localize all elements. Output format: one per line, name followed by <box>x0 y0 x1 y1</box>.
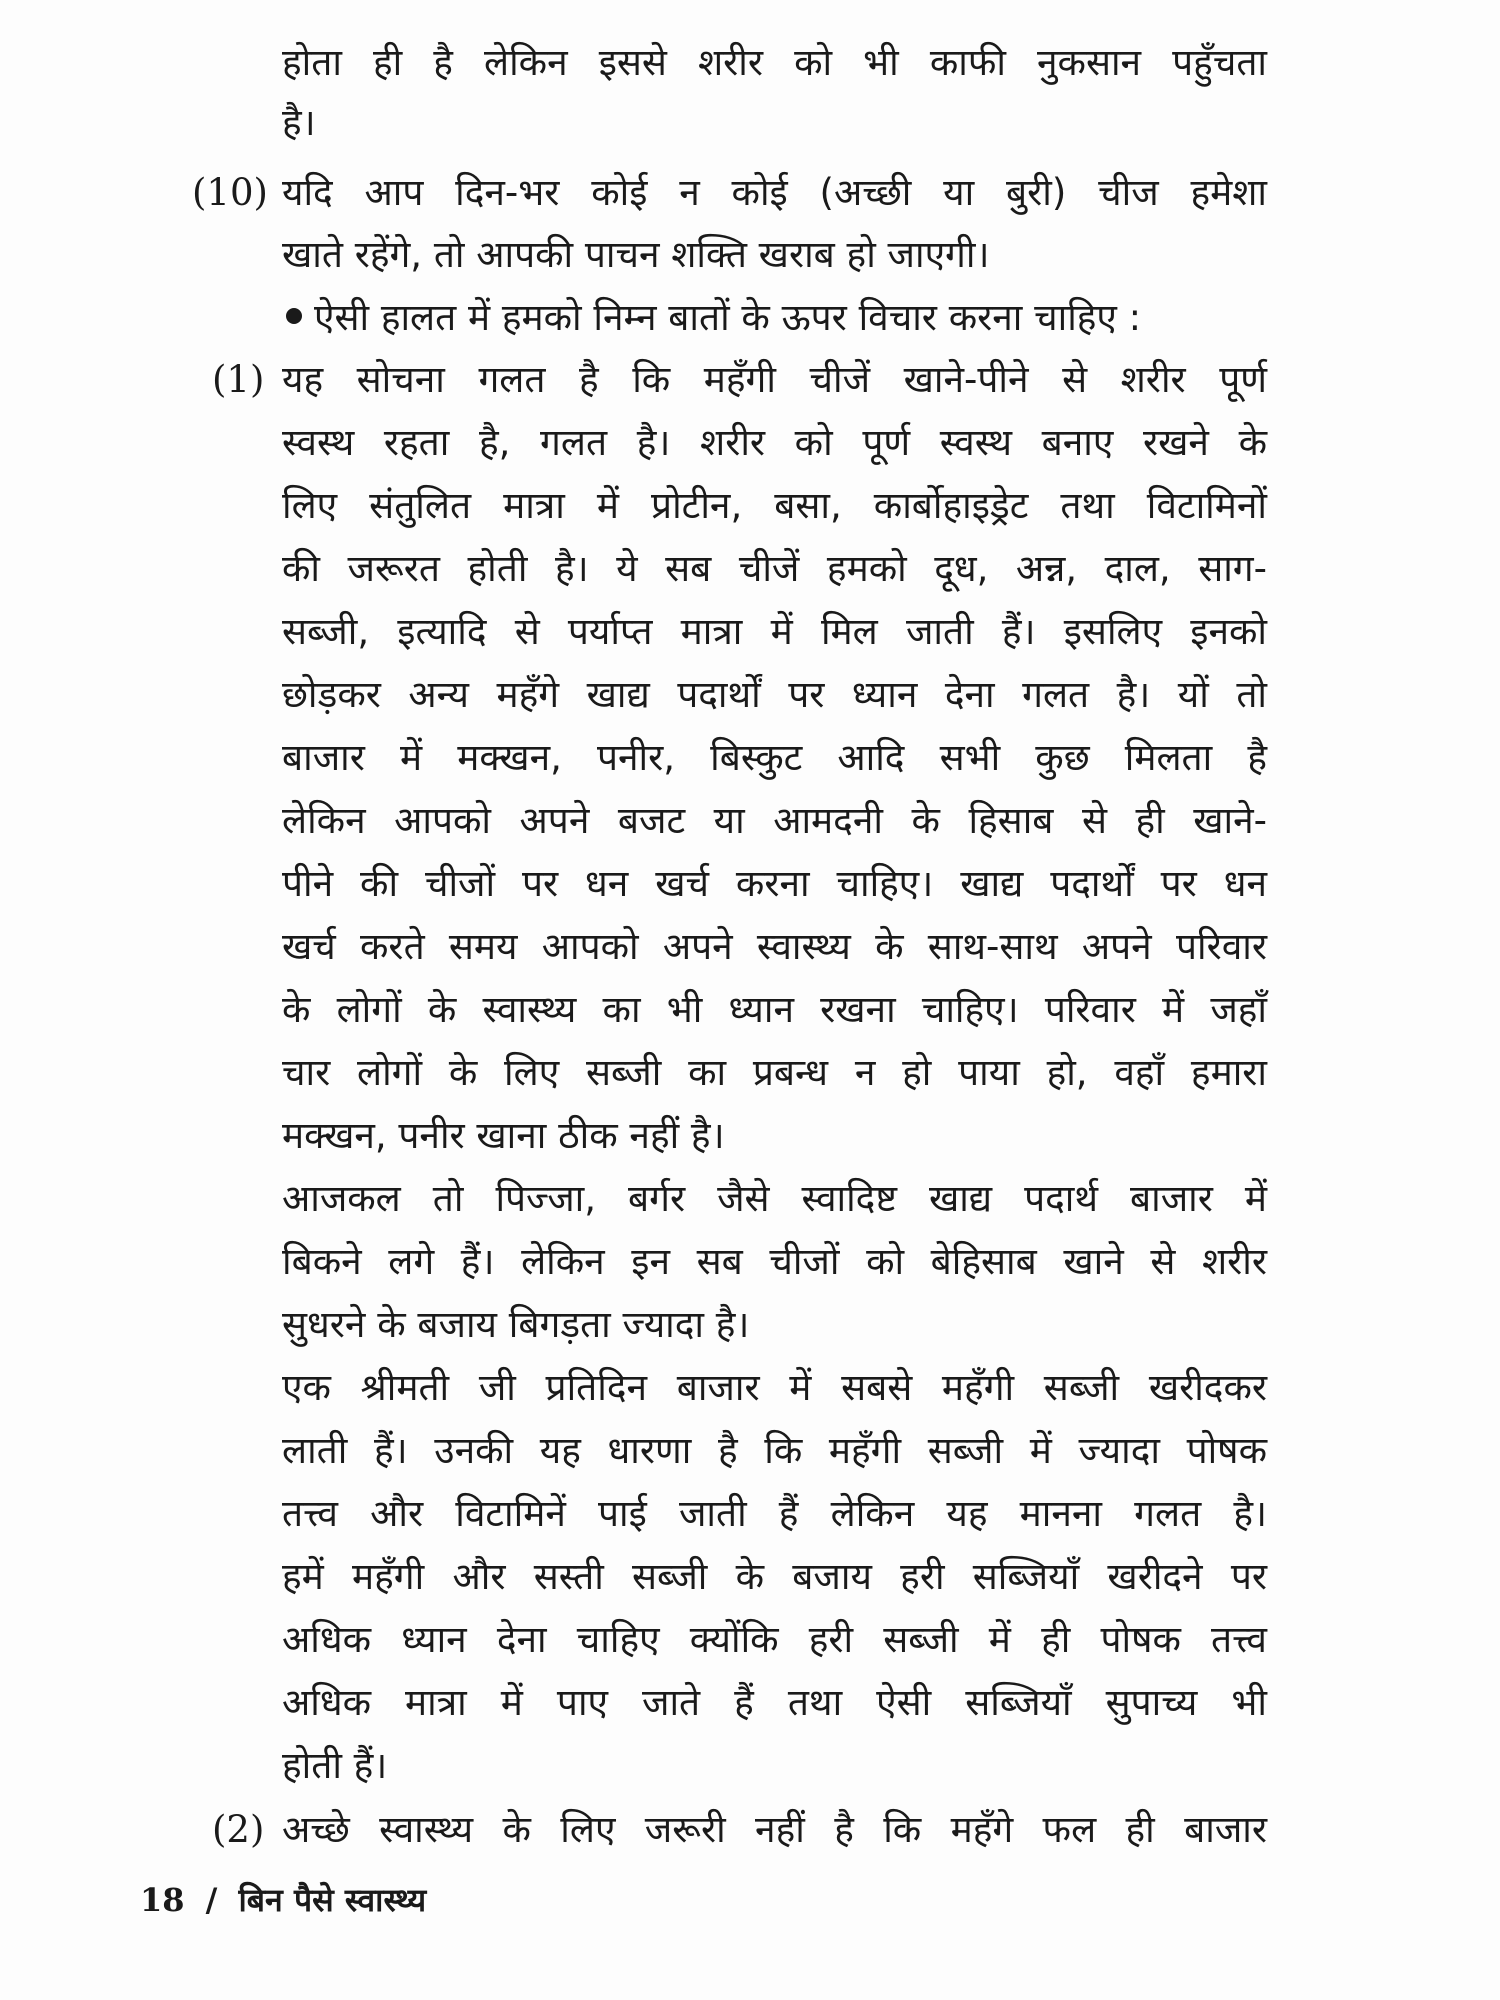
bullet-icon <box>286 308 302 324</box>
text-line: लाती हैं। उनकी यह धारणा है कि महँगी सब्जी में ज्यादा पोषक <box>282 1429 1267 1472</box>
text-line: यह सोचना गलत है कि महँगी चीजें खाने-पीने से शरीर पूर्ण <box>282 358 1267 401</box>
text-line: लेकिन आपको अपने बजट या आमदनी के हिसाब से ही खाने- <box>282 799 1267 842</box>
text-line: खर्च करते समय आपको अपने स्वास्थ्य के साथ-साथ अपने परिवार <box>282 925 1267 968</box>
text-line: होती हैं। <box>282 1744 388 1787</box>
page-footer <box>140 1878 426 1922</box>
text-line: लिए संतुलित मात्रा में प्रोटीन, बसा, कार्बोहाइड्रेट तथा विटामिनों <box>282 484 1267 527</box>
item-marker-1: (1) <box>212 358 265 401</box>
footer-separator: / <box>205 1881 218 1919</box>
book-title: बिन पैसे स्वास्थ्य <box>238 1881 427 1919</box>
text-line: आजकल तो पिज्जा, बर्गर जैसे स्वादिष्ट खाद्य पदार्थ बाजार में <box>282 1177 1267 1220</box>
text-line: चार लोगों के लिए सब्जी का प्रबन्ध न हो पाया हो, वहाँ हमारा <box>282 1051 1267 1094</box>
text-line: अच्छे स्वास्थ्य के लिए जरूरी नहीं है कि महँगे फल ही बाजार <box>282 1808 1267 1851</box>
text-line: हमें महँगी और सस्ती सब्जी के बजाय हरी सब्जियाँ खरीदने पर <box>282 1555 1267 1598</box>
text-line: सुधरने के बजाय बिगड़ता ज्यादा है। <box>282 1303 750 1346</box>
text-line: अधिक मात्रा में पाए जाते हैं तथा ऐसी सब्जियाँ सुपाच्य भी <box>282 1681 1267 1724</box>
text-line: खाते रहेंगे, तो आपकी पाचन शक्ति खराब हो जाएगी। <box>282 233 990 276</box>
text-line: की जरूरत होती है। ये सब चीजें हमको दूध, अन्न, दाल, साग- <box>282 547 1267 590</box>
text-line: स्वस्थ रहता है, गलत है। शरीर को पूर्ण स्वस्थ बनाए रखने के <box>282 421 1267 464</box>
bullet-line <box>286 293 1271 343</box>
text-line: यदि आप दिन-भर कोई न कोई (अच्छी या बुरी) चीज हमेशा <box>282 171 1267 214</box>
text-line: बाजार में मक्खन, पनीर, बिस्कुट आदि सभी कुछ मिलता है <box>282 736 1267 779</box>
text-line: सब्जी, इत्यादि से पर्याप्त मात्रा में मिल जाती हैं। इसलिए इनको <box>282 610 1267 653</box>
page-number: 18 <box>140 1881 185 1919</box>
item-marker-2: (2) <box>212 1808 265 1851</box>
text-line: पीने की चीजों पर धन खर्च करना चाहिए। खाद्य पदार्थों पर धन <box>282 862 1267 905</box>
text-line: होता ही है लेकिन इससे शरीर को भी काफी नुकसान पहुँचता <box>282 41 1267 84</box>
text-line: है। <box>282 101 316 144</box>
text-line: तत्त्व और विटामिनें पाई जाती हैं लेकिन यह मानना गलत है। <box>282 1492 1267 1535</box>
text-line: के लोगों के स्वास्थ्य का भी ध्यान रखना चाहिए। परिवार में जहाँ <box>282 988 1267 1031</box>
text-line: मक्खन, पनीर खाना ठीक नहीं है। <box>282 1114 725 1157</box>
text-line: छोड़कर अन्य महँगे खाद्य पदार्थों पर ध्यान देना गलत है। यों तो <box>282 673 1267 716</box>
item-marker-10: (10) <box>192 171 268 214</box>
text-line: बिकने लगे हैं। लेकिन इन सब चीजों को बेहिसाब खाने से शरीर <box>282 1240 1267 1283</box>
text-line: एक श्रीमती जी प्रतिदिन बाजार में सबसे महँगी सब्जी खरीदकर <box>282 1366 1267 1409</box>
bullet-text: ऐसी हालत में हमको निम्न बातों के ऊपर विचार करना चाहिए : <box>314 296 1142 339</box>
text-line: अधिक ध्यान देना चाहिए क्योंकि हरी सब्जी में ही पोषक तत्त्व <box>282 1618 1267 1661</box>
